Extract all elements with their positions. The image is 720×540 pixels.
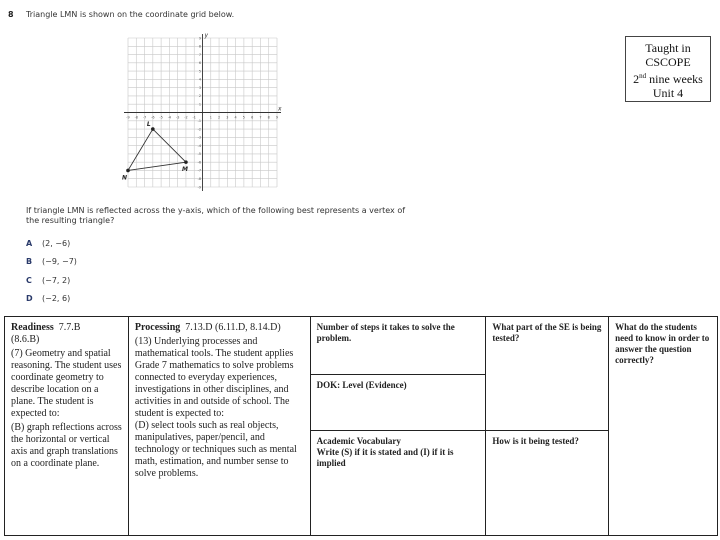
readiness-code: 7.7.B <box>58 322 81 333</box>
y-axis-label: y <box>204 32 209 39</box>
x-tick-label: 6 <box>251 115 254 120</box>
vocab-cell <box>310 431 486 536</box>
x-tick-label: 3 <box>226 115 229 120</box>
y-tick-label: -8 <box>197 177 201 182</box>
vertex-n <box>126 169 130 173</box>
choice-b[interactable] <box>26 253 77 272</box>
processing-description: (13) Underlying processes and mathematical tools. The student applies Grade 7 mathematics to solve problems connected to everyday experiences, investigations in other disciplines, and activities in and outside of school. The student is expected to: <box>134 336 294 419</box>
y-tick-label: -1 <box>197 119 201 124</box>
badge-line-2: CSCOPE <box>645 55 691 69</box>
x-tick-label: 4 <box>234 115 237 120</box>
x-tick-label: 7 <box>259 115 262 120</box>
readiness-title: Readiness <box>11 322 54 333</box>
choice-d[interactable] <box>26 290 77 309</box>
choice-letter: C <box>26 275 32 285</box>
choice-a[interactable] <box>26 234 77 253</box>
badge-ordinal-number: 2 <box>633 72 640 86</box>
x-tick-label: -2 <box>184 115 188 120</box>
y-tick-label: 5 <box>198 69 201 74</box>
readiness-expectation: (B) graph reflections across the horizontal or vertical axis and graph translations on a coordinate plane. <box>11 422 122 469</box>
vocab-title: Academic Vocabulary <box>316 436 401 446</box>
badge-ordinal-suffix: nd <box>639 72 647 80</box>
badge-line-4: Unit 4 <box>652 86 684 100</box>
choice-letter: B <box>26 257 33 267</box>
y-tick-label: 1 <box>198 102 201 107</box>
readiness-sub: (8.6.B) <box>11 334 40 345</box>
y-tick-label: -5 <box>197 152 201 157</box>
y-tick-label: 8 <box>198 44 201 49</box>
y-tick-label: 7 <box>198 52 201 57</box>
x-tick-label: -8 <box>134 115 138 120</box>
x-tick-label: -7 <box>142 115 147 120</box>
vertex-m <box>184 160 188 164</box>
choice-letter: A <box>26 238 33 248</box>
x-tick-label: 9 <box>275 115 279 120</box>
y-tick-label: -3 <box>197 135 201 140</box>
y-tick-label: 3 <box>198 85 201 90</box>
y-tick-label: -6 <box>197 160 201 165</box>
y-tick-label: 9 <box>198 36 201 41</box>
y-tick-label: -4 <box>197 143 201 148</box>
badge-nine-weeks: nine weeks <box>646 72 703 86</box>
y-tick-label: -2 <box>197 127 201 132</box>
students-cell: What do the students need to know in order to answer the question correctly? <box>609 317 718 536</box>
choice-text: (2, −6) <box>42 238 71 248</box>
vertex-label-l: L <box>146 121 151 129</box>
choice-text: (−7, 2) <box>42 275 71 285</box>
vertex-label-n: N <box>122 174 128 182</box>
question-number: 8 <box>8 10 14 19</box>
y-tick-label: 6 <box>198 61 201 66</box>
y-tick-label: -9 <box>197 185 201 190</box>
y-tick-label: -7 <box>197 168 201 173</box>
triangle-lmn <box>128 129 186 170</box>
x-tick-label: -6 <box>151 115 155 120</box>
processing-cell <box>128 317 310 536</box>
vertex-l <box>151 127 155 131</box>
coordinate-grid <box>120 30 285 195</box>
badge-line-1: Taught in <box>645 41 691 55</box>
choice-text: (−9, −7) <box>42 257 77 267</box>
answer-choices <box>26 234 77 308</box>
curriculum-badge <box>625 36 711 102</box>
readiness-cell <box>5 317 129 536</box>
choice-c[interactable] <box>26 271 77 290</box>
question-text: Triangle LMN is shown on the coordinate grid below. <box>26 10 235 19</box>
x-tick-label: 2 <box>217 115 221 120</box>
y-tick-label: 2 <box>198 94 201 99</box>
choice-letter: D <box>26 294 33 304</box>
vocab-body: Write (S) if it is stated and (I) if it is implied <box>316 447 454 468</box>
steps-cell: Number of steps it takes to solve the problem. <box>310 317 486 375</box>
processing-title: Processing <box>134 322 181 333</box>
x-tick-label: -5 <box>159 115 163 120</box>
question-prompt: If triangle LMN is reflected across the y-axis, which of the following best represents a vertex of the resulting triangle? <box>26 206 406 225</box>
se-part-cell: What part of the SE is being tested? <box>486 317 609 431</box>
vertex-label-m: M <box>181 166 188 174</box>
x-tick-label: 5 <box>242 115 245 120</box>
x-axis-label: x <box>278 105 282 113</box>
x-tick-label: 8 <box>267 115 270 120</box>
readiness-description: (7) Geometry and spatial reasoning. The student uses coordinate geometry to describe location on a plane. The student is expected to: <box>11 348 122 419</box>
x-tick-label: 1 <box>209 115 212 120</box>
how-tested-cell: How is it being tested? <box>486 431 609 536</box>
x-tick-label: -9 <box>126 115 130 120</box>
dok-cell: DOK: Level (Evidence) <box>310 375 486 431</box>
processing-expectation: (D) select tools such as real objects, manipulatives, paper/pencil, and technology or techniques such as mental math, estimation, and number sense to solve problems. <box>134 420 297 479</box>
x-tick-label: -1 <box>192 115 196 120</box>
processing-code: 7.13.D (6.11.D, 8.14.D) <box>185 322 281 333</box>
x-tick-label: -4 <box>167 115 172 120</box>
badge-line-3 <box>626 69 710 86</box>
choice-text: (−2, 6) <box>42 294 71 304</box>
x-tick-label: -3 <box>175 115 180 120</box>
standards-table <box>4 316 718 536</box>
coordinate-grid-svg <box>120 30 285 195</box>
y-tick-label: 4 <box>198 77 201 82</box>
